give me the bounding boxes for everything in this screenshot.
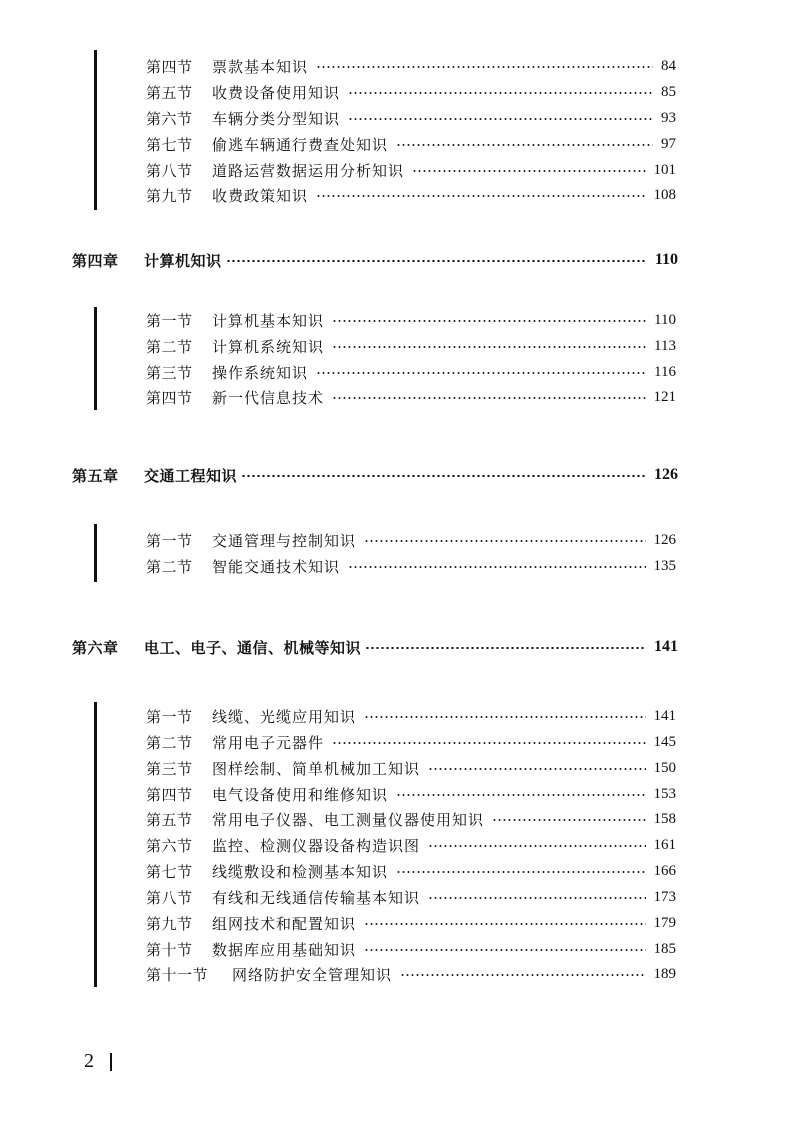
section-title: 数据库应用基础知识 [212,940,357,959]
section-number: 第六节 [146,836,193,855]
section-title: 收费政策知识 [212,186,309,205]
toc-entry[interactable] [146,105,676,131]
toc-entry[interactable] [146,527,676,553]
section-title: 智能交通技术知识 [212,557,341,576]
dot-leader [364,949,645,951]
toc-entry[interactable] [146,858,676,884]
vertical-rule [94,50,97,210]
page-number: 84 [661,57,676,74]
section-number: 第五节 [146,810,193,829]
toc-entry[interactable] [146,961,676,987]
toc-entry[interactable] [146,781,676,807]
chapter-title: 计算机知识 [144,251,222,270]
dot-leader [332,320,646,322]
dot-leader [332,397,645,399]
toc-entry[interactable] [146,703,676,729]
page-number: 189 [653,965,676,982]
section-number: 第二节 [146,733,193,752]
page-number: 158 [653,810,676,827]
section-number: 第二节 [146,337,193,356]
page-number: 179 [653,914,676,931]
page-number: 150 [653,759,676,776]
toc-entry[interactable] [146,53,676,79]
section-group-3 [94,524,684,582]
section-number: 第四节 [146,785,193,804]
section-title: 收费设备使用知识 [212,83,341,102]
page-number: 97 [661,135,676,152]
dot-leader [364,716,645,718]
dot-leader [364,923,645,925]
dot-leader [412,170,645,172]
section-group-1 [94,50,684,210]
chapter-title: 交通工程知识 [144,466,238,485]
dot-leader [348,118,653,120]
dot-leader [241,475,646,477]
chapter-number: 第五章 [72,466,119,485]
page-number: 85 [661,83,676,100]
chapter-heading[interactable] [72,633,678,661]
page-number: 145 [653,733,676,750]
page-number: 113 [654,337,676,354]
page-number: 141 [653,707,676,724]
section-number: 第四节 [146,57,193,76]
dot-leader [364,540,645,542]
page-number: 101 [653,161,676,178]
section-number: 第六节 [146,109,193,128]
section-title: 新一代信息技术 [212,388,325,407]
toc-entry[interactable] [146,333,676,359]
section-group-2 [94,307,684,410]
section-title: 线缆、光缆应用知识 [212,707,357,726]
dot-leader [396,144,653,146]
section-number: 第七节 [146,862,193,881]
toc-entry[interactable] [146,182,676,208]
section-number: 第十一节 [146,965,209,984]
section-title: 偷逃车辆通行费查处知识 [212,135,389,154]
vertical-rule [94,702,97,987]
dot-leader [400,974,645,976]
dot-leader [396,871,645,873]
section-number: 第一节 [146,707,193,726]
chapter-heading[interactable] [72,461,678,489]
dot-leader [492,819,645,821]
dot-leader [365,647,646,649]
section-number: 第三节 [146,759,193,778]
section-title: 组网技术和配置知识 [212,914,357,933]
toc-entry[interactable] [146,157,676,183]
vertical-rule [94,524,97,582]
page-number: 121 [653,388,676,405]
section-number: 第四节 [146,388,193,407]
toc-entry[interactable] [146,131,676,157]
section-title: 图样绘制、简单机械加工知识 [212,759,421,778]
toc-entry[interactable] [146,307,676,333]
chapter-title: 电工、电子、通信、机械等知识 [144,638,362,657]
page-number: 153 [653,785,676,802]
section-number: 第三节 [146,363,193,382]
page-number: 141 [654,638,678,655]
section-title: 计算机基本知识 [212,311,325,330]
page-number: 135 [653,557,676,574]
page-number: 185 [653,940,676,957]
dot-leader [348,92,653,94]
footer-page-number: 2 [84,1050,94,1072]
section-title: 票款基本知识 [212,57,309,76]
toc-entry[interactable] [146,884,676,910]
dot-leader [316,195,645,197]
footer-rule [110,1053,112,1071]
section-group-4 [94,702,684,987]
page-number: 126 [653,531,676,548]
toc-entry[interactable] [146,806,676,832]
page-number: 166 [653,862,676,879]
section-number: 第十节 [146,940,193,959]
dot-leader [316,372,646,374]
section-number: 第八节 [146,161,193,180]
section-title: 常用电子元器件 [212,733,325,752]
section-number: 第九节 [146,914,193,933]
toc-entry[interactable] [146,384,676,410]
dot-leader [428,897,645,899]
dot-leader [332,742,645,744]
section-number: 第五节 [146,83,193,102]
section-title: 操作系统知识 [212,363,309,382]
section-title: 线缆敷设和检测基本知识 [212,862,389,881]
page-number: 126 [654,466,678,483]
dot-leader [332,346,646,348]
section-title: 计算机系统知识 [212,337,325,356]
dot-leader [226,260,647,262]
section-number: 第一节 [146,531,193,550]
page-footer [84,1050,112,1073]
page-number: 110 [654,311,676,328]
dot-leader [428,768,645,770]
section-number: 第一节 [146,311,193,330]
section-title: 道路运营数据运用分析知识 [212,161,405,180]
dot-leader [428,845,645,847]
toc-entry[interactable] [146,729,676,755]
section-title: 常用电子仪器、电工测量仪器使用知识 [212,810,485,829]
page-number: 161 [653,836,676,853]
page-number: 93 [661,109,676,126]
toc-entry[interactable] [146,359,676,385]
dot-leader [396,794,645,796]
dot-leader [348,566,645,568]
page-number: 110 [654,251,678,268]
section-title: 车辆分类分型知识 [212,109,341,128]
section-number: 第八节 [146,888,193,907]
section-title: 监控、检测仪器设备构造识图 [212,836,421,855]
toc-entry[interactable] [146,755,676,781]
toc-entry[interactable] [146,910,676,936]
dot-leader [316,66,653,68]
section-number: 第七节 [146,135,193,154]
chapter-number: 第四章 [72,251,119,270]
page-number: 116 [654,363,676,380]
chapter-number: 第六章 [72,638,119,657]
toc-entry[interactable] [146,832,676,858]
toc-entry[interactable] [146,79,676,105]
page-number: 173 [653,888,676,905]
section-title: 电气设备使用和维修知识 [212,785,389,804]
page-number: 108 [653,186,676,203]
section-number: 第九节 [146,186,193,205]
section-title: 有线和无线通信传输基本知识 [212,888,421,907]
vertical-rule [94,307,97,410]
section-title: 网络防护安全管理知识 [232,965,393,984]
toc-entry[interactable] [146,553,676,579]
toc-entry[interactable] [146,936,676,962]
section-title: 交通管理与控制知识 [212,531,357,550]
chapter-heading[interactable] [72,246,678,274]
section-number: 第二节 [146,557,193,576]
